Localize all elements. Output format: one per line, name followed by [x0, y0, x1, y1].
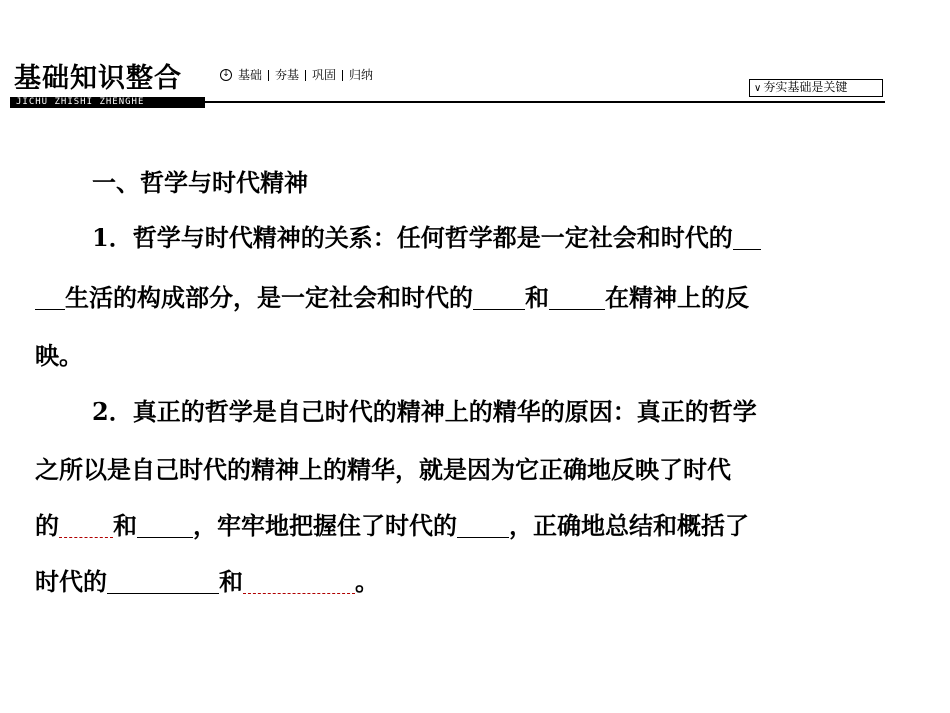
crumb-item: 归纳	[349, 68, 374, 82]
item1-text: 映。	[35, 342, 83, 370]
item2-text: 和	[219, 568, 243, 596]
key-tag	[749, 79, 883, 97]
item2-line4	[35, 562, 895, 597]
item1-text: 在精神上的反	[605, 284, 749, 312]
fill-blank[interactable]	[137, 515, 193, 538]
item2-text: ，牢牢地把握住了时代的	[193, 512, 457, 540]
fill-blank[interactable]	[35, 287, 65, 310]
item-number: 2．	[92, 397, 133, 426]
item2-text: 真正的哲学是自己时代的精神上的精华的原因：真正的哲学	[132, 398, 757, 426]
item1-text: 和	[525, 284, 549, 312]
item2-text: 和	[113, 512, 137, 540]
item2-text: 。	[355, 568, 379, 596]
item2-line2	[35, 450, 895, 485]
fill-blank[interactable]	[59, 515, 113, 538]
section-heading: 一、哲学与时代精神	[92, 169, 308, 197]
header-divider	[205, 101, 885, 103]
item2-text: 之所以是自己时代的精神上的精华，就是因为它正确地反映了时代	[35, 456, 731, 484]
item-number: 1．	[92, 223, 133, 252]
item2-line1	[92, 392, 950, 427]
fill-blank[interactable]	[457, 515, 509, 538]
crumb-item: 夯基	[275, 68, 300, 82]
key-tag-label: 夯实基础是关键	[763, 80, 848, 94]
fill-blank[interactable]	[473, 287, 525, 310]
item2-text: 的	[35, 512, 59, 540]
crumb-item: 巩固	[312, 68, 337, 82]
item2-line3	[35, 506, 895, 541]
item2-text: ，正确地总结和概括了	[509, 512, 749, 540]
page-title: 基础知识整合	[14, 63, 182, 94]
down-arrow-circle-icon: ↓	[220, 69, 232, 81]
fill-blank[interactable]	[733, 227, 761, 250]
fill-blank[interactable]	[243, 571, 355, 594]
crumb-separator	[342, 70, 343, 81]
crumb-item: 基础	[238, 68, 263, 82]
breadcrumb	[220, 68, 373, 82]
item1-line3	[35, 336, 895, 371]
item2-text: 时代的	[35, 568, 107, 596]
item1-line1	[92, 218, 950, 253]
crumb-separator	[268, 70, 269, 81]
fill-blank[interactable]	[549, 287, 605, 310]
chevron-down-icon: ∨	[754, 83, 762, 94]
item1-text: 哲学与时代精神的关系：任何哲学都是一定社会和时代的	[132, 224, 733, 252]
item1-line2	[35, 278, 895, 313]
pinyin-band: JICHU ZHISHI ZHENGHE	[10, 97, 205, 108]
fill-blank[interactable]	[107, 571, 219, 594]
section-header	[0, 0, 950, 120]
item1-text: 生活的构成部分，是一定社会和时代的	[65, 284, 473, 312]
crumb-separator	[305, 70, 306, 81]
